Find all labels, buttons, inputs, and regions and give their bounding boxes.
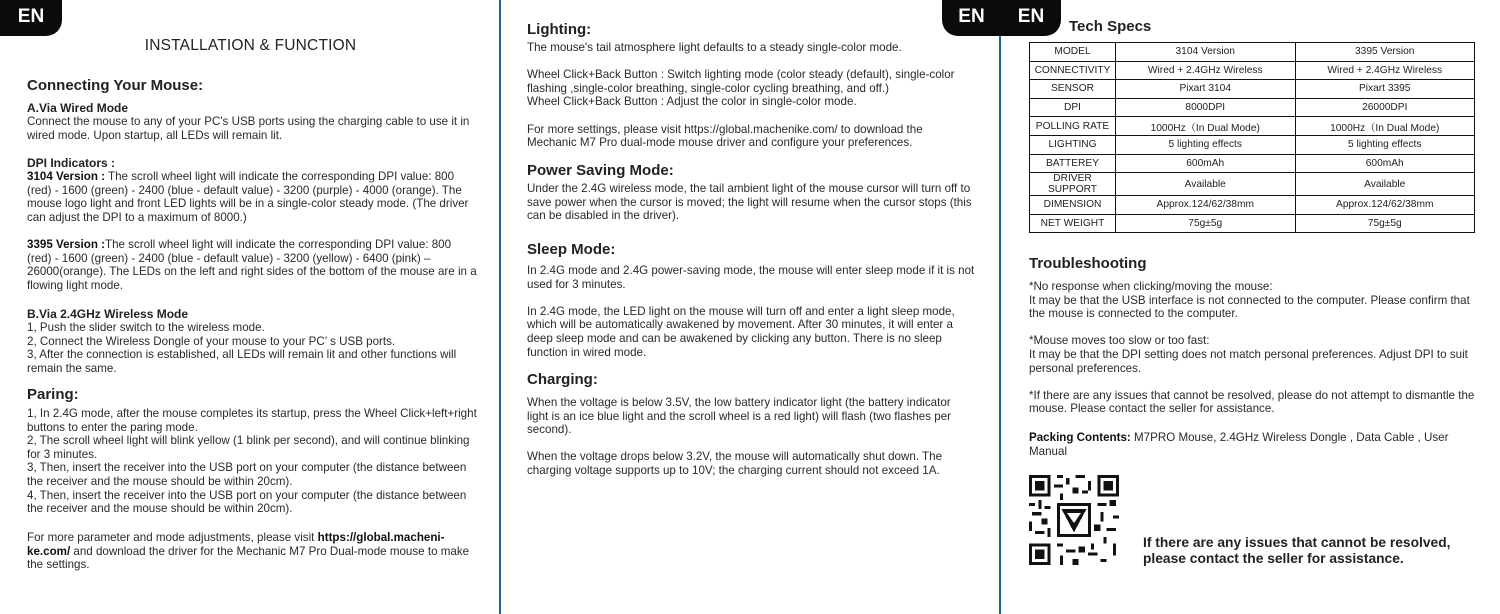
language-tab: EN [1001,0,1061,36]
spec-value: 3395 Version [1295,43,1475,62]
spec-value: 75g±5g [1295,214,1475,233]
lighting-text: The mouse's tail atmosphere light defaults to a steady single-color mode. Wheel Click+Back Button : Switch lighting mode (color steady (default), single-color flashing ,single-color breathing, single-color cycling breathing, and off.) Wheel Click+Back Button : Adjust the color in single-color mode. For more settings, please visit https://global.machenike.com/ to download the Mechanic M7 Pro dual-mode mouse driver and configure your preferences. [527,41,955,150]
features-panel [501,0,1001,614]
spec-row [1030,135,1475,154]
driver-link[interactable]: https://global.macheni-ke.com/ [27,531,445,558]
spec-label: MODEL [1030,43,1116,62]
spec-label: DIMENSION [1030,196,1116,215]
spec-value: Pixart 3104 [1116,80,1296,99]
spec-row [1030,61,1475,80]
spec-row [1030,43,1475,62]
connecting-heading: Connecting Your Mouse: [27,77,204,94]
spec-row [1030,154,1475,173]
spec-value: 5 lighting effects [1295,135,1475,154]
dpi-3395-label: 3395 Version : [27,238,105,251]
wired-mode-text: Connect the mouse to any of your PC's USB ports using the charging cable to use it in wired mode. Upon startup, all LEDs will remain lit. [27,115,470,142]
spec-row [1030,80,1475,99]
more-settings-text: For more parameter and mode adjustments, please visit https://global.macheni-ke.com/ and download the driver for the Mechanic M7 Pro Dual-mode mouse to make the settings. [27,531,470,572]
spec-value: 1000Hz（In Dual Mode) [1295,117,1475,136]
spec-value: 26000DPI [1295,98,1475,117]
dpi-3104-text: 3104 Version : The scroll wheel light will indicate the corresponding DPI value: 800 (red) - 1600 (green) - 2400 (blue - default value) - 3200 (purple) - 4000 (orange). The mouse logo light and front LED lights will be in a single-color steady mode. (The driver can adjust the DPI to a maximum of 8000.) [27,170,469,224]
dpi-indicators-heading: DPI Indicators : [27,156,116,170]
wireless-mode-text: 1, Push the slider switch to the wireless mode. 2, Connect the Wireless Dongle of your mouse to your PC’ s USB ports. 3, After the connection is established, all LEDs will remain lit and other functions will remain the same. [27,321,457,375]
spec-label: SENSOR [1030,80,1116,99]
spec-value: Pixart 3395 [1295,80,1475,99]
paring-text: 1, In 2.4G mode, after the mouse completes its startup, press the Wheel Click+left+right buttons to enter the paring mode. 2, The scroll wheel light will blink yellow (1 blink per second), and will continue blinking for 3 minutes. 3, Then, insert the receiver into the USB port on your computer (the distance between the receiver and the mouse should be within 20cm). 4, Then, insert the receiver into the USB port on your computer (the distance between the receiver and the mouse should be within 20cm). [27,407,477,516]
spec-label: DPI [1030,98,1116,117]
spec-row [1030,214,1475,233]
spec-label: NET WEIGHT [1030,214,1116,233]
charging-text: When the voltage is below 3.5V, the low battery indicator light (the battery indicator light is an ice blue light and the scroll wheel is a red light) will flash (two flashes per second). When the voltage drops below 3.2V, the mouse will automatically shut down. The charging voltage supports up to 10V; the charging current should not exceed 1A. [527,396,952,477]
power-saving-heading: Power Saving Mode: [527,162,674,179]
spec-value: Approx.124/62/38mm [1116,196,1296,215]
installation-panel [0,0,501,614]
charging-heading: Charging: [527,371,598,388]
spec-value: 5 lighting effects [1116,135,1296,154]
spec-value: Available [1295,173,1475,196]
spec-value: Approx.124/62/38mm [1295,196,1475,215]
spec-value: Wired + 2.4GHz Wireless [1295,61,1475,80]
spec-row [1030,117,1475,136]
sleep-mode-heading: Sleep Mode: [527,241,616,258]
dpi-3395-text: 3395 Version :The scroll wheel light will indicate the corresponding DPI value: 800 (red) - 1600 (green) - 2400 (blue - default value) - 3200 (yellow) - 6400 (pink) – 26000(orange). The LEDs on the left and right sides of the bottom of the mouse are in a flowing light mode. [27,238,477,292]
packing-contents: Packing Contents: M7PRO Mouse, 2.4GHz Wireless Dongle , Data Cable , User Manual [1029,431,1449,458]
packing-label: Packing Contents: [1029,431,1131,444]
spec-label: CONNECTIVITY [1030,61,1116,80]
paring-heading: Paring: [27,386,79,403]
specs-table [1029,42,1475,233]
wireless-mode-heading: B.Via 2.4GHz Wireless Mode [27,307,189,321]
spec-value: 3104 Version [1116,43,1296,62]
spec-value: 8000DPI [1116,98,1296,117]
spec-row [1030,98,1475,117]
spec-value: 1000Hz（In Dual Mode) [1116,117,1296,136]
wired-mode-heading: A.Via Wired Mode [27,101,129,115]
spec-value: 600mAh [1116,154,1296,173]
lighting-heading: Lighting: [527,21,592,38]
tech-specs-heading: Tech Specs [1069,18,1152,35]
troubleshooting-text: *No response when clicking/moving the mouse: It may be that the USB interface is not connected to the computer. Please confirm that the mouse is connected to the computer. *Mouse moves too slow or too fast: It may be that the DPI setting does not match personal preferences. Adjust DPI to suit personal preferences. *If there are any issues that cannot be resolved, please do not attempt to dismantle the mouse. Please contact the seller for assistance. [1029,280,1475,416]
spec-value: 75g±5g [1116,214,1296,233]
contact-seller-note: If there are any issues that cannot be resolved, please contact the seller for assistance. [1143,535,1451,566]
sleep-mode-text: In 2.4G mode and 2.4G power-saving mode, the mouse will enter sleep mode if it is not used for 3 minutes. In 2.4G mode, the LED light on the mouse will turn off and enter a light sleep mode, which will be automatically awakened by movement. After 30 minutes, it will enter a deep sleep mode and can be awakened by clicking any button. There is no sleep function in wired mode. [527,264,975,359]
language-tab: EN [0,0,62,36]
spec-value: 600mAh [1295,154,1475,173]
spec-label: DRIVER SUPPORT [1030,173,1116,196]
spec-row [1030,196,1475,215]
installation-title: INSTALLATION & FUNCTION [144,37,357,54]
troubleshooting-heading: Troubleshooting [1029,255,1147,272]
dpi-3104-label: 3104 Version : [27,170,105,183]
spec-value: Available [1116,173,1296,196]
spec-row [1030,173,1475,196]
power-saving-text: Under the 2.4G wireless mode, the tail ambient light of the mouse cursor will turn off to save power when the cursor is moved; the light will resume when the cursor stops (this can be disabled in the driver). [527,182,972,223]
spec-value: Wired + 2.4GHz Wireless [1116,61,1296,80]
qr-code-icon [1029,474,1119,566]
spec-label: BATTEREY [1030,154,1116,173]
spec-label: LIGHTING [1030,135,1116,154]
language-tab: EN [942,0,1001,36]
spec-label: POLLING RATE [1030,117,1116,136]
